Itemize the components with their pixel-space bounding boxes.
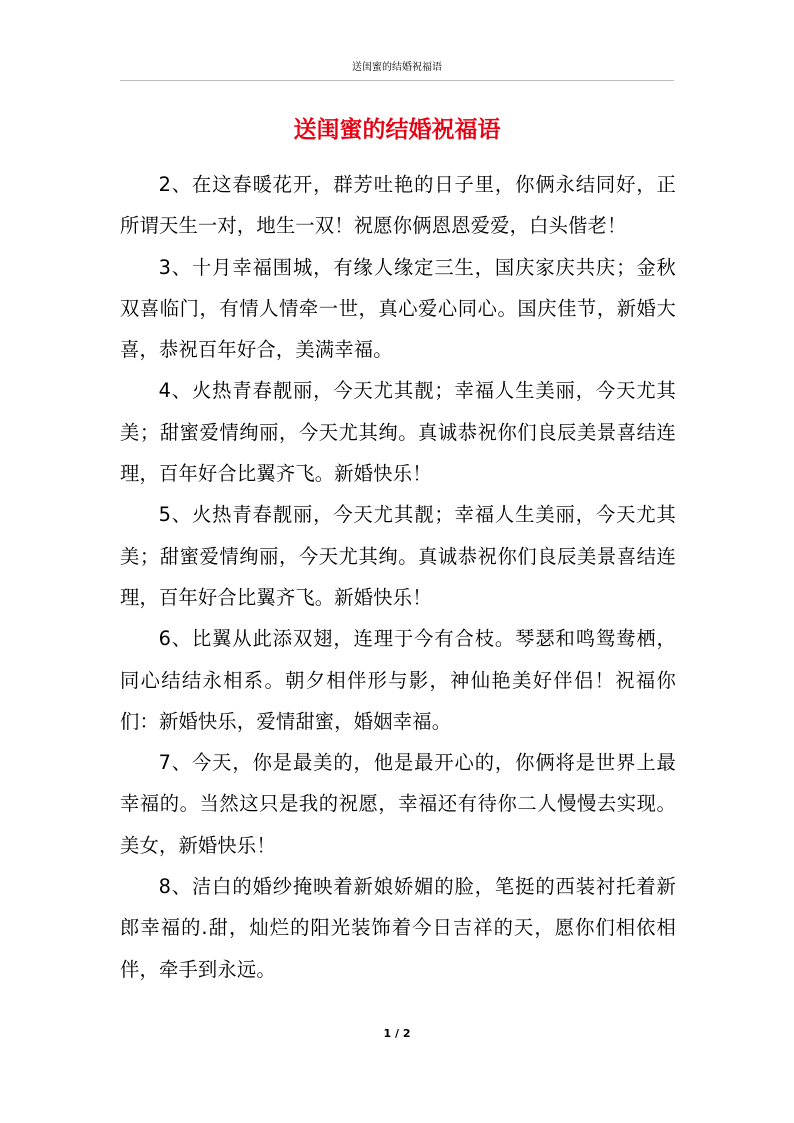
- paragraph: 3、十月幸福围城，有缘人缘定三生，国庆家庆共庆；金秋双喜临门，有情人情牵一世，真心爱心同心。国庆佳节，新婚大喜，恭祝百年好合，美满幸福。: [120, 255, 676, 362]
- document-title: 送闺蜜的结婚祝福语: [293, 117, 501, 143]
- paragraph: 2、在这春暖花开，群芳吐艳的日子里，你俩永结同好，正所谓天生一对，地生一双！祝愿你俩恩恩爱爱，白头偕老！: [120, 173, 676, 238]
- running-header: 送闺蜜的结婚祝福语: [352, 62, 442, 73]
- document-body: [120, 164, 676, 990]
- paragraph: 8、洁白的婚纱掩映着新娘娇媚的脸，笔挺的西装衬托着新郎幸福的.甜，灿烂的阳光装饰着今日吉祥的天，愿你们相依相伴，牵手到永远。: [120, 875, 676, 981]
- paragraph: 6、比翼从此添双翅，连理于今有合枝。琴瑟和鸣鸳鸯栖，同心结结永相系。朝夕相伴形与影，神仙艳美好伴侣！祝福你们：新婚快乐，爱情甜蜜，婚姻幸福。: [120, 627, 676, 733]
- paragraph: 5、火热青春靓丽，今天尤其靓；幸福人生美丽，今天尤其美；甜蜜爱情绚丽，今天尤其绚。真诚恭祝你们良辰美景喜结连理，百年好合比翼齐飞。新婚快乐！: [120, 503, 676, 609]
- paragraph: 7、今天，你是最美的，他是最开心的，你俩将是世界上最幸福的。当然这只是我的祝愿，幸福还有待你二人慢慢去实现。美女，新婚快乐！: [120, 751, 676, 857]
- page-number: 1 / 2: [383, 1027, 411, 1040]
- header-divider: [120, 80, 674, 81]
- paragraph: 4、火热青春靓丽，今天尤其靓；幸福人生美丽，今天尤其美；甜蜜爱情绚丽，今天尤其绚。真诚恭祝你们良辰美景喜结连理，百年好合比翼齐飞。新婚快乐！: [120, 379, 676, 486]
